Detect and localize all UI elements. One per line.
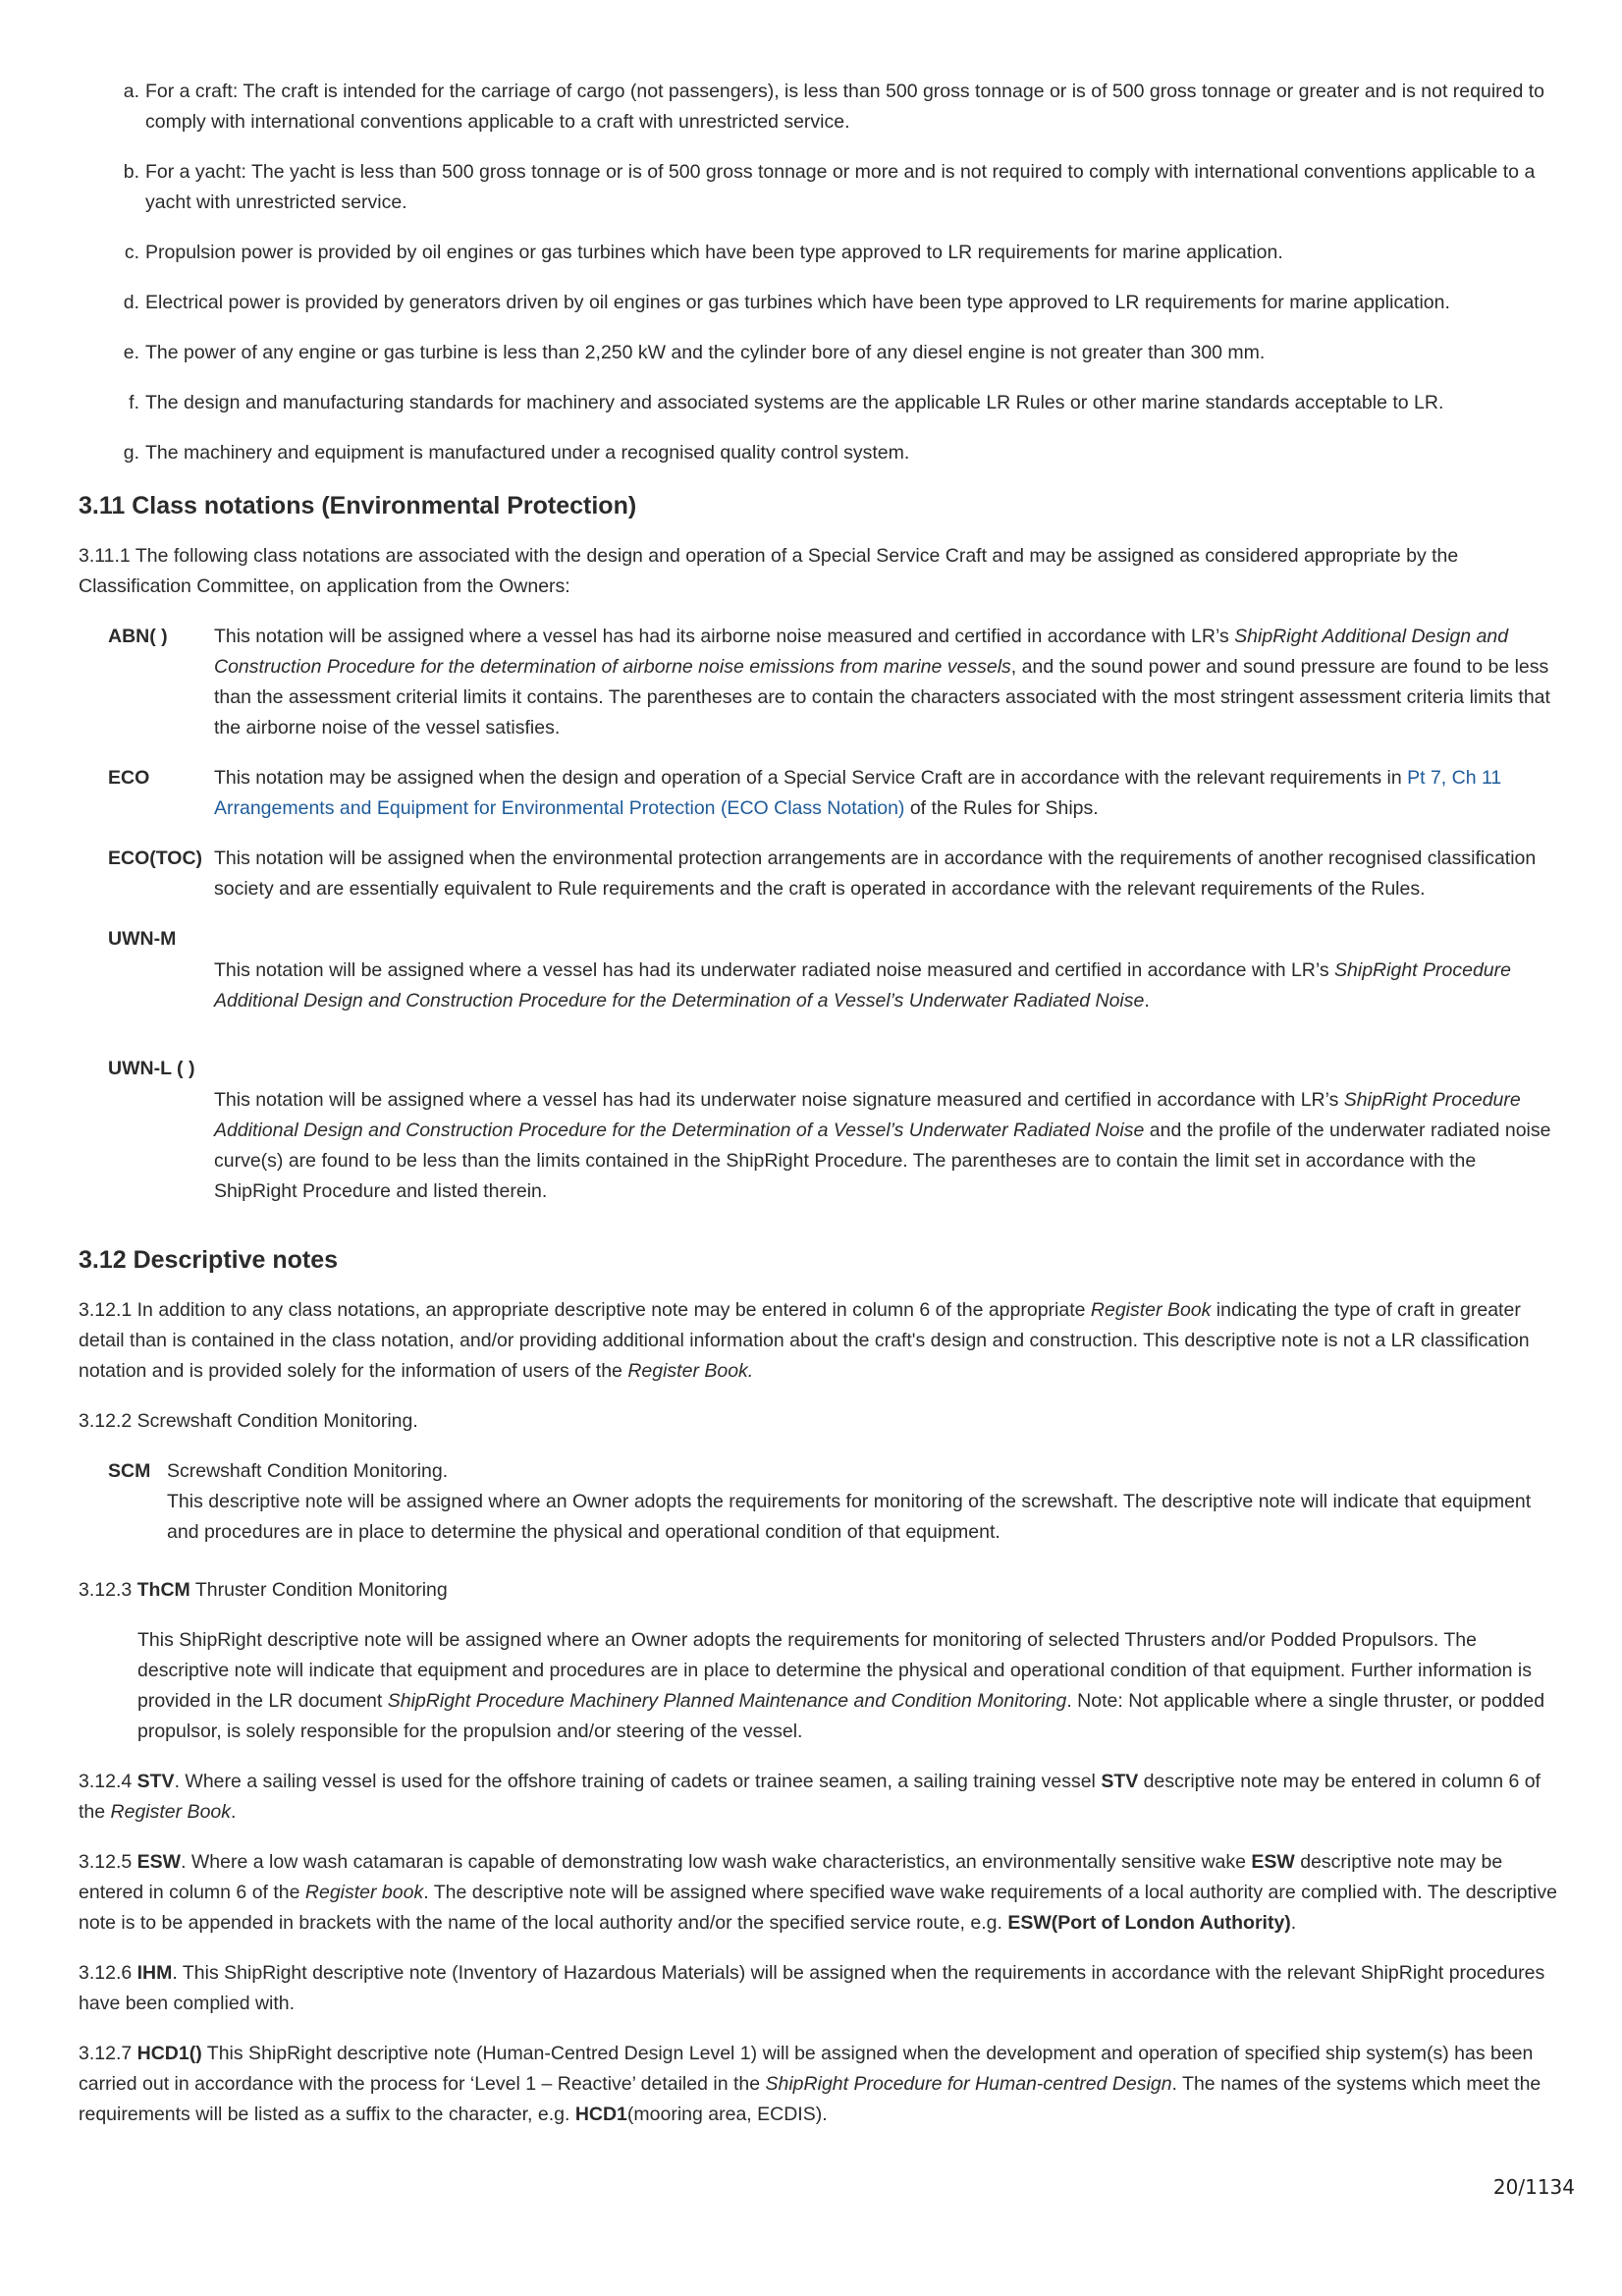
paragraph-3-11-1: 3.11.1 The following class notations are associated with the design and operation of a Special Service Craft and may be assigned as considered appropriate by the Classification Committee, on application from the Owners:: [79, 545, 1459, 597]
notation-key: UWN-L ( ): [108, 1058, 195, 1079]
notation-eco-toc: [79, 844, 1563, 904]
section-heading-3-11: 3.11 Class notations (Environmental Protection): [79, 492, 637, 519]
list-item: c. Propulsion power is provided by oil engines or gas turbines which have been type approved to LR requirements for marine application.: [124, 242, 1283, 263]
list-item: d. Electrical power is provided by generators driven by oil engines or gas turbines which have been type approved to LR requirements for marine application.: [123, 292, 1450, 313]
notation-abn: [79, 622, 1563, 743]
page-number: 20/1134: [1492, 2175, 1575, 2199]
document-page: [79, 77, 1563, 2150]
notation-key: UWN-M: [108, 928, 177, 950]
paragraph-3-12-7: 3.12.7 HCD1() This ShipRight descriptive note (Human-Centred Design Level 1) will be assigned when the development and operation of specified ship system(s) has been carried out in accordance with the process for ‘Level 1 – Reactive’ detailed in the ShipRight Procedure for Human-centred Design. The names of the systems which meet the requirements will be listed as a suffix to the character, e.g. HCD1(mooring area, ECDIS).: [79, 2043, 1541, 2125]
paragraph-3-12-3: 3.12.3 ThCM Thruster Condition Monitoring: [79, 1579, 448, 1601]
list-item: g. The machinery and equipment is manufactured under a recognised quality control system.: [123, 442, 910, 464]
paragraph-3-12-6: 3.12.6 IHM. This ShipRight descriptive note (Inventory of Hazardous Materials) will be assigned when the requirements in accordance with the relevant ShipRight procedures have been complied with.: [79, 1962, 1545, 2014]
list-item: a. For a craft: The craft is intended for the carriage of cargo (not passengers), is less than 500 gross tonnage or is of 500 gross tonnage or greater and is not required to comply with international conventions applicable to a craft with unrestricted service.: [123, 81, 1545, 133]
notation-eco: [79, 763, 1563, 824]
notation-description: This notation may be assigned when the design and operation of a Special Service Craft are in accordance with the relevant requirements in Pt 7, Ch 11 Arrangements and Equipment for Environmental Protection (ECO Class Notation) of the Rules for Ships.: [214, 767, 1502, 819]
notation-key: ECO: [108, 767, 150, 789]
notation-uwn-m: [79, 924, 1563, 1016]
list-item: f. The design and manufacturing standards for machinery and associated systems are the applicable LR Rules or other marine standards acceptable to LR.: [129, 392, 1444, 413]
notation-description: This notation will be assigned when the environmental protection arrangements are in accordance with the requirements of another recognised classification society and are essentially equivalent to Rule requirements and the craft is operated in accordance with the relevant requirements of the Rules.: [214, 847, 1537, 900]
scm-key: SCM: [108, 1460, 151, 1482]
list-item: b. For a yacht: The yacht is less than 500 gross tonnage or is of 500 gross tonnage or more and is not required to comply with international conventions applicable to a yacht with unrestricted service.: [123, 161, 1536, 213]
paragraph-3-12-1: 3.12.1 In addition to any class notations, an appropriate descriptive note may be entered in column 6 of the appropriate Register Book indicating the type of craft in greater detail than is contained in the class notation, and/or providing additional information about the craft's design and construction. This descriptive note is not a LR classification notation and is provided solely for the information of users of the Register Book.: [79, 1299, 1530, 1382]
list-item: e. The power of any engine or gas turbine is less than 2,250 kW and the cylinder bore of any diesel engine is not greater than 300 mm.: [123, 342, 1266, 363]
notation-uwn-l: [79, 1054, 1563, 1207]
paragraph-3-12-5: 3.12.5 ESW. Where a low wash catamaran is capable of demonstrating low wash wake characteristics, an environmentally sensitive wake ESW descriptive note may be entered in column 6 of the Register book. The descriptive note will be assigned where specified wave wake requirements of a local authority are complied with. The descriptive note is to be appended in brackets with the name of the local authority and/or the specified service route, e.g. ESW(Port of London Authority).: [79, 1851, 1557, 1934]
scm-body: Screwshaft Condition Monitoring. This descriptive note will be assigned where an Owner adopts the requirements for monitoring of the screwshaft. The descriptive note will indicate that equipment and procedures are in place to determine the physical and operational condition of that equipment.: [167, 1460, 1532, 1543]
notation-key: ABN( ): [108, 626, 168, 647]
paragraph-3-12-2: 3.12.2 Screwshaft Condition Monitoring.: [79, 1410, 418, 1432]
paragraph-3-12-4: 3.12.4 STV. Where a sailing vessel is used for the offshore training of cadets or trainee seamen, a sailing training vessel STV descriptive note may be entered in column 6 of the Register Book.: [79, 1771, 1541, 1823]
scm-note: [79, 1456, 1563, 1548]
rules-link[interactable]: Pt 7, Ch 11 Arrangements and Equipment for Environmental Protection (ECO Class Notation): [214, 767, 1502, 819]
notation-description: This notation will be assigned where a vessel has had its airborne noise measured and certified in accordance with LR’s ShipRight Additional Design and Construction Procedure for the determination of airborne noise emissions from marine vessels, and the sound power and sound pressure are found to be less than the assessment criterial limits it contains. The parentheses are to contain the characters associated with the most stringent assessment criteria limits that the airborne noise of the vessel satisfies.: [214, 626, 1550, 738]
thcm-description: This ShipRight descriptive note will be assigned where an Owner adopts the requirements for monitoring of selected Thrusters and/or Podded Propulsors. The descriptive note will indicate that equipment and procedures are in place to determine the physical and operational condition of that equipment. Further information is provided in the LR document ShipRight Procedure Machinery Planned Maintenance and Condition Monitoring. Note: Not applicable where a single thruster, or podded propulsor, is solely responsible for the propulsion and/or steering of the vessel.: [137, 1629, 1545, 1742]
section-heading-3-12: 3.12 Descriptive notes: [79, 1246, 339, 1274]
notation-key: ECO(TOC): [108, 847, 203, 869]
requirements-list: [79, 77, 1563, 468]
notation-description: This notation will be assigned where a vessel has had its underwater radiated noise measured and certified in accordance with LR’s ShipRight Procedure Additional Design and Construction Procedure for the Determination of a Vessel’s Underwater Radiated Noise.: [214, 959, 1511, 1011]
notation-description: This notation will be assigned where a vessel has had its underwater noise signature measured and certified in accordance with LR’s ShipRight Procedure Additional Design and Construction Procedure for the Determination of a Vessel’s Underwater Radiated Noise and the profile of the underwater radiated noise curve(s) are found to be less than the limits contained in the ShipRight Procedure. The parentheses are to contain the limit set in accordance with the ShipRight Procedure and listed therein.: [214, 1089, 1551, 1202]
